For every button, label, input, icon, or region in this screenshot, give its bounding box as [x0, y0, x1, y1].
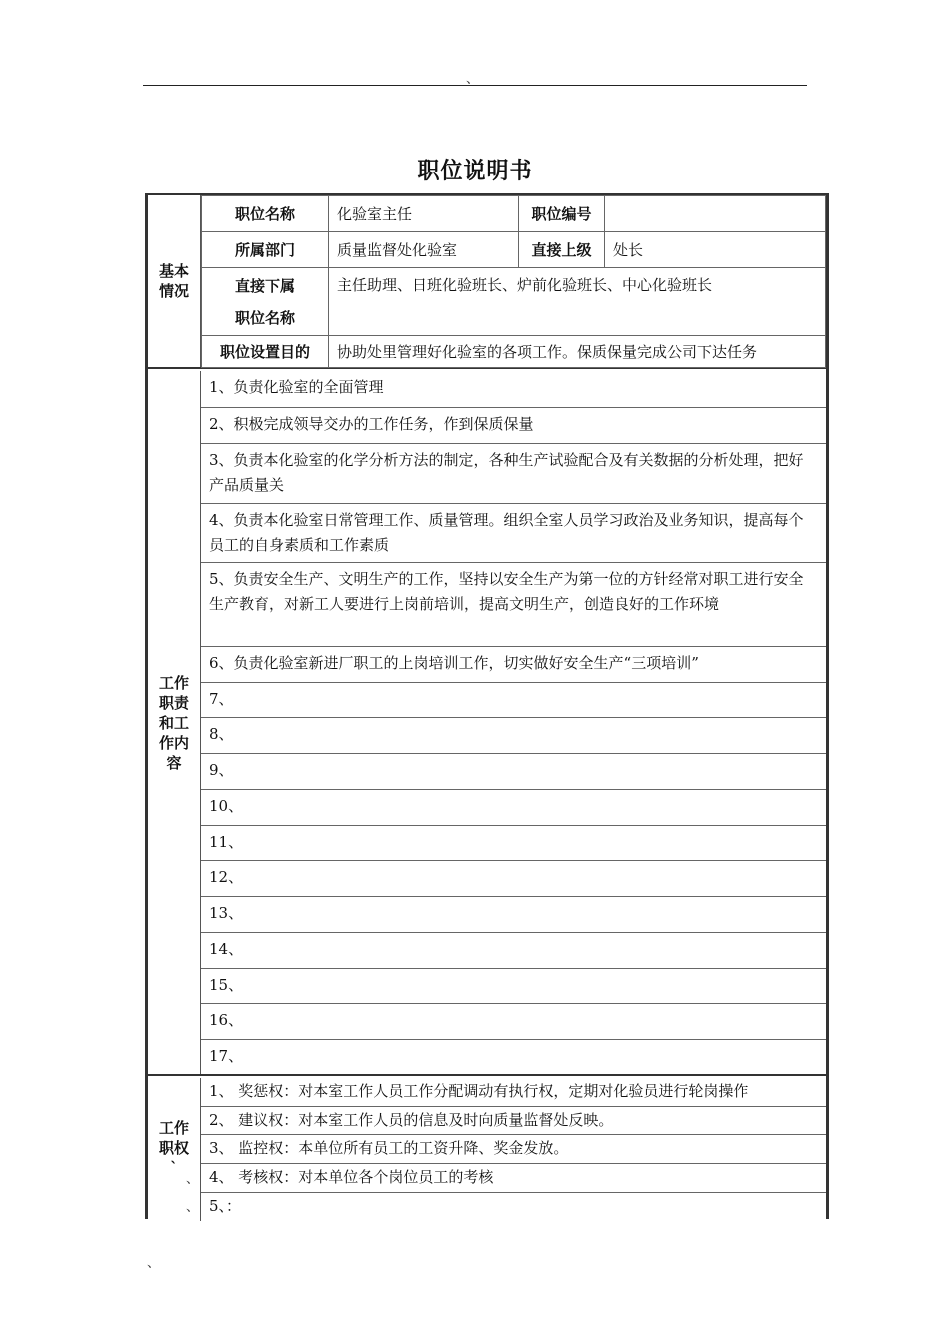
basic-info-label-text: 基本情况 — [158, 262, 189, 300]
authority-item: 5、： — [209, 1197, 242, 1215]
position-code-value — [605, 196, 826, 232]
footer-mark: 、 — [147, 1256, 161, 1271]
header-mark: 、 — [466, 72, 480, 87]
subordinates-value: 主任助理、日班化验班长、炉前化验班长、中心化验班长 — [329, 268, 826, 336]
duty-item: 1、负责化验室的全面管理 — [201, 371, 826, 408]
basic-info-body — [200, 195, 826, 367]
authority-item: 3、 监控权：本单位所有员工的工资升降、奖金发放。 — [201, 1135, 826, 1164]
duty-item: 12、 — [201, 861, 826, 897]
document-title: 职位说明书 — [417, 159, 533, 184]
superior-label: 直接上级 — [519, 232, 605, 268]
duty-item: 16、 — [201, 1004, 826, 1040]
subordinates-label-line-2: 职位名称 — [234, 308, 295, 327]
position-name-value: 化验室主任 — [329, 196, 519, 232]
authority-tick-mark: 、 — [186, 1172, 200, 1187]
duty-item: 14、 — [201, 933, 826, 969]
basic-info-label — [148, 195, 200, 367]
superior-value: 处长 — [605, 232, 826, 268]
duties-label — [148, 371, 200, 1074]
duty-item: 3、负责本化验室的化学分析方法的制定，各种生产试验配合及有关数据的分析处理，把好产品质量关 — [201, 444, 826, 504]
authority-tick-mark: 、 — [186, 1200, 200, 1215]
duty-item: 8、 — [201, 718, 826, 754]
duty-item: 6、负责化验室新进厂职工的上岗培训工作，切实做好安全生产“三项培训” — [201, 647, 826, 683]
authority-item: 4、 考核权：对本单位各个岗位员工的考核 — [201, 1164, 826, 1193]
duty-item: 5、负责安全生产、文明生产的工作，坚持以安全生产为第一位的方针经常对职工进行安全生产教育，对新工人要进行上岗前培训，提高文明生产，创造良好的工作环境 — [201, 563, 826, 647]
position-name-label: 职位名称 — [202, 196, 329, 232]
authority-item: 2、 建议权：对本室工作人员的信息及时向质量监督处反映。 — [201, 1107, 826, 1135]
duty-item: 13、 — [201, 897, 826, 933]
subordinates-label-line-1: 直接下属 — [234, 276, 295, 295]
duties-body — [200, 371, 826, 1074]
job-description-sheet — [145, 193, 829, 1219]
department-label: 所属部门 — [202, 232, 329, 268]
authority-item: 1、 奖惩权：对本室工作人员工作分配调动有执行权，定期对化验员进行轮岗操作 — [201, 1078, 826, 1107]
purpose-value: 协助处里管理好化验室的各项工作。保质保量完成公司下达任务 — [329, 336, 826, 368]
duty-item: 7、 — [201, 683, 826, 718]
duty-item: 10、 — [201, 790, 826, 826]
duty-item: 4、负责本化验室日常管理工作、质量管理。组织全室人员学习政治及业务知识，提高每个员工的自身素质和工作素质 — [201, 504, 826, 563]
department-value: 质量监督处化验室 — [329, 232, 519, 268]
subordinates-label — [202, 268, 329, 336]
duty-item: 17、 — [209, 1047, 244, 1065]
duty-item: 15、 — [201, 969, 826, 1004]
duty-item: 2、积极完成领导交办的工作任务，作到保质保量 — [201, 408, 826, 444]
authority-label-text: 工作职权` — [158, 1119, 189, 1177]
basic-info-section — [148, 195, 826, 369]
duty-item: 9、 — [201, 754, 826, 790]
authority-body — [200, 1078, 826, 1221]
duties-label-text: 工作职责和工作内容 — [158, 673, 189, 772]
duties-section — [148, 371, 826, 1076]
authority-section — [148, 1078, 826, 1221]
basic-info-table — [201, 195, 826, 368]
duty-item: 11、 — [201, 826, 826, 861]
header-rule — [143, 85, 807, 86]
position-code-label: 职位编号 — [519, 196, 605, 232]
purpose-label: 职位设置目的 — [202, 336, 329, 368]
